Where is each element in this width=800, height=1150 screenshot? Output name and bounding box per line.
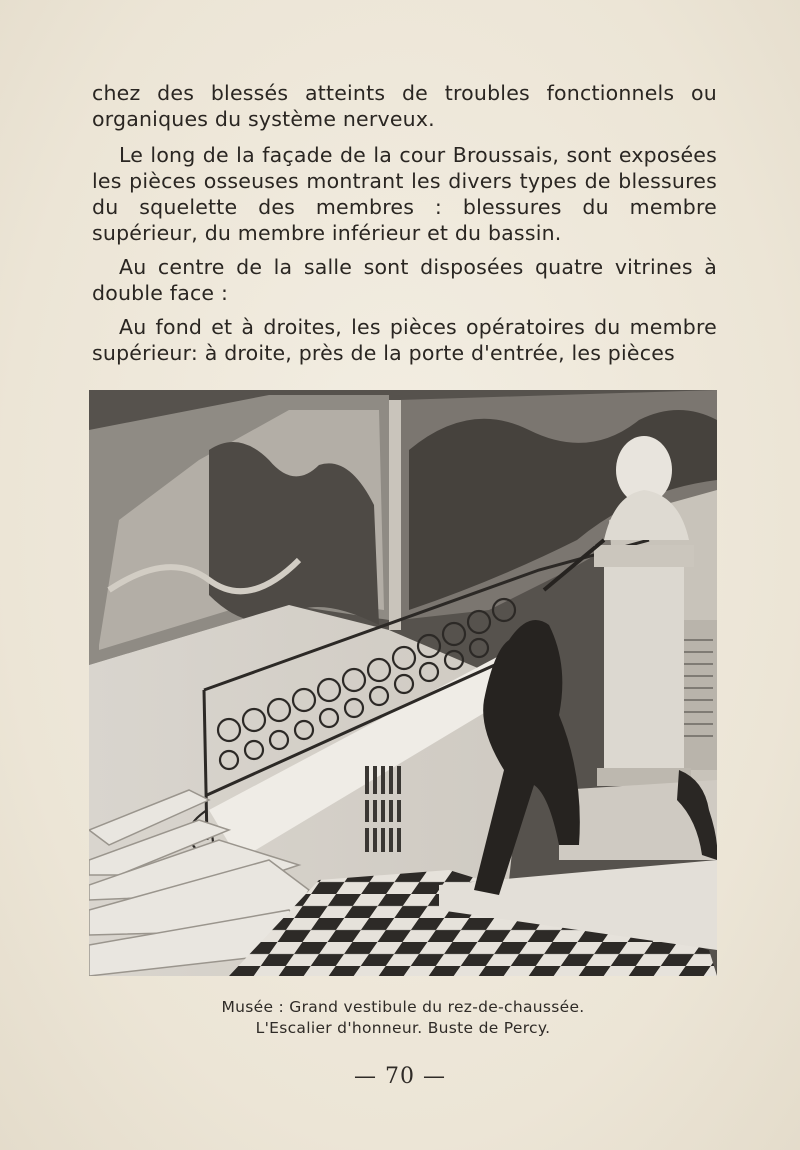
caption-line-1: Musée : Grand vestibule du rez-de-chaussée. <box>221 998 585 1016</box>
page-number: — 70 — <box>354 1064 446 1089</box>
caption-line-2: L'Escalier d'honneur. Buste de Percy. <box>255 1019 551 1037</box>
staircase-photograph <box>89 390 717 976</box>
paragraph-4: Au fond et à droites, les pièces opératoires du membre supérieur: à droite, près de la porte d'entrée, les pièces <box>92 315 717 365</box>
paragraph-2: Le long de la façade de la cour Broussais, sont exposées les pièces osseuses montrant les divers types de blessures du squelette des membres : blessures du membre supérieur, du membre inférieur et du bassin. <box>92 143 717 245</box>
paragraph-1: chez des blessés atteints de troubles fonctionnels ou organiques du système nerveux. <box>92 81 717 131</box>
paragraph-3: Au centre de la salle sont disposées quatre vitrines à double face : <box>92 255 717 305</box>
body-text <box>92 80 717 374</box>
figure-caption <box>89 997 717 1039</box>
staircase-illustration <box>89 390 717 976</box>
